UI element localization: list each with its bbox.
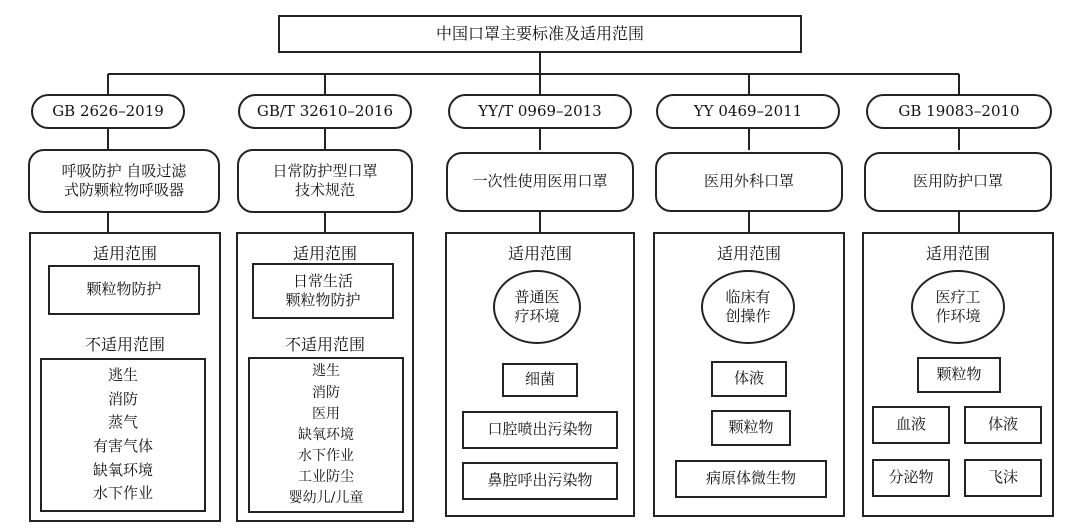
excluded-item: 逃生 [107,366,138,385]
protect-item: 血液 [872,406,950,444]
standard-name-gbt32610 [237,149,413,213]
environment-circle [493,270,581,344]
environment-circle [701,270,795,344]
excluded-item: 水下作业 [92,484,153,503]
standard-code-gb19083: GB 19083–2010 [866,94,1052,129]
scope-label: 适用范围 [507,244,572,263]
standard-code-yy0469: YY 0469–2011 [656,94,840,129]
protect-item: 细菌 [502,363,578,397]
standard-code-yyt0969: YY/T 0969–2013 [448,94,632,129]
scope-label: 适用范围 [92,244,157,263]
scope-item [252,263,394,319]
excluded-item: 医用 [312,405,340,422]
protect-item: 颗粒物 [711,410,791,446]
excluded-item: 水下作业 [298,448,354,465]
diagram-title: 中国口罩主要标准及适用范围 [278,15,802,53]
excluded-item: 逃生 [312,363,340,380]
excluded-item: 缺氧环境 [298,426,354,443]
scope-item-line: 日常生活 [292,271,353,290]
excluded-list-gbt32610 [248,357,404,513]
excluded-list-gb2626 [40,358,206,512]
excluded-item: 缺氧环境 [92,460,153,479]
protect-item: 口腔喷出污染物 [462,411,618,449]
protect-item: 颗粒物 [917,357,1001,393]
standard-code-gb2626: GB 2626–2019 [31,94,185,129]
environment-line: 医疗工 [935,287,981,306]
environment-circle [911,270,1005,344]
scope-label: 适用范围 [292,244,357,263]
excluded-item: 蒸气 [107,413,138,432]
scope-item: 颗粒物防护 [48,265,200,315]
scope-item-line: 颗粒物防护 [285,291,361,309]
standard-name-yyt0969: 一次性使用医用口罩 [446,152,634,212]
environment-line: 创操作 [725,307,771,325]
standard-name-line: 式防颗粒物呼吸器 [63,181,184,199]
excluded-item: 消防 [312,384,340,401]
excluded-label: 不适用范围 [84,335,165,354]
scope-label: 适用范围 [716,244,781,263]
excluded-item: 婴幼儿/儿童 [288,490,364,507]
environment-line: 疗环境 [514,307,560,325]
environment-line: 临床有 [725,287,771,306]
standard-code-gbt32610: GB/T 32610–2016 [238,94,412,129]
protect-item: 分泌物 [872,459,950,497]
standard-name-line: 呼吸防护 自吸过滤 [61,161,187,180]
standard-name-line: 技术规范 [294,181,355,199]
standard-name-gb2626 [28,149,220,213]
protect-item: 鼻腔呼出污染物 [462,462,618,500]
excluded-item: 消防 [107,389,138,408]
protect-item: 体液 [711,361,787,397]
protect-item: 体液 [964,406,1042,444]
standard-name-line: 日常防护型口罩 [272,161,378,180]
environment-line: 普通医 [514,287,560,306]
standard-name-gb19083: 医用防护口罩 [864,152,1052,212]
protect-item: 飞沫 [964,459,1042,497]
scope-label: 适用范围 [925,244,990,263]
excluded-item: 有害气体 [92,437,153,456]
protect-item: 病原体微生物 [675,460,827,498]
standard-name-yy0469: 医用外科口罩 [655,152,843,212]
excluded-label: 不适用范围 [284,335,365,354]
excluded-item: 工业防尘 [298,469,354,486]
environment-line: 作环境 [935,307,981,325]
